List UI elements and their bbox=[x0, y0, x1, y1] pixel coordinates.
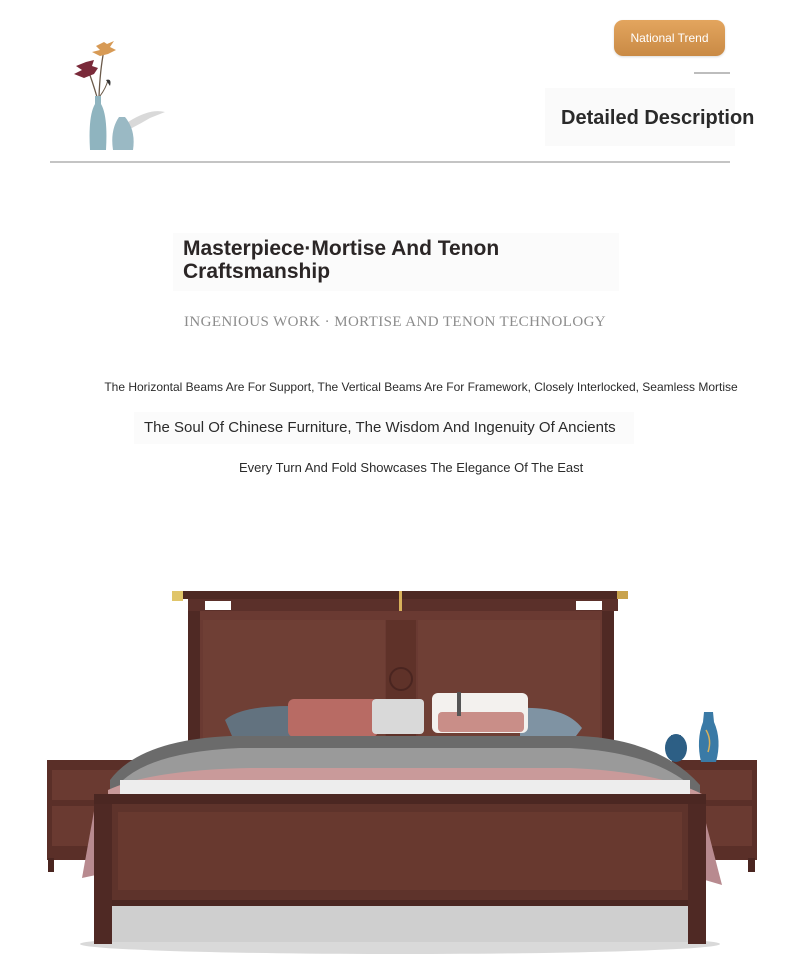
divider bbox=[694, 72, 730, 74]
vase-illustration bbox=[74, 41, 165, 150]
national-trend-badge[interactable]: National Trend bbox=[614, 20, 725, 56]
description-line-2: The Soul Of Chinese Furniture, The Wisdom And Ingenuity Of Ancients bbox=[144, 419, 616, 436]
page-title: Masterpiece·Mortise And Tenon Craftsmanship bbox=[183, 237, 500, 283]
header-divider bbox=[50, 161, 730, 163]
description-line-1: The Horizontal Beams Are For Support, The Vertical Beams Are For Framework, Closely Interlocked, Seamless Mortise bbox=[104, 380, 738, 394]
section-title: Detailed Description bbox=[561, 107, 755, 129]
bed-illustration bbox=[47, 591, 757, 954]
description-line-3: Every Turn And Fold Showcases The Elegance Of The East bbox=[239, 460, 584, 475]
subtitle: INGENIOUS WORK · MORTISE AND TENON TECHNOLOGY bbox=[183, 314, 607, 330]
